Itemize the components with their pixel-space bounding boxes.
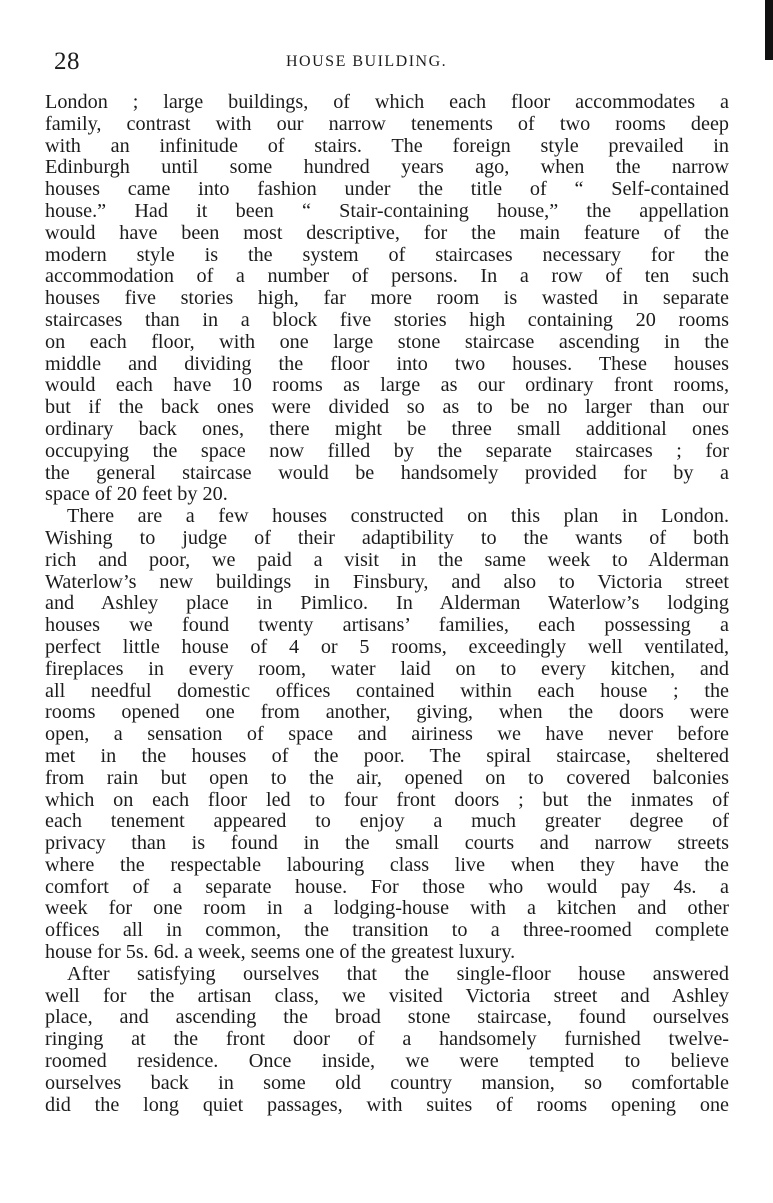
text-line: each tenement appeared to enjoy a much greater degree of xyxy=(45,810,729,833)
text-line: house.” Had it been “ Stair-containing house,” the appellation xyxy=(45,199,729,222)
text-line: week for one room in a lodging-house with a kitchen and other xyxy=(45,897,729,920)
page-edge-rule xyxy=(765,0,773,60)
text-line: houses five stories high, far more room is wasted in separate xyxy=(45,287,729,310)
text-line: well for the artisan class, we visited Victoria street and Ashley xyxy=(45,984,729,1007)
text-line: Waterlow’s new buildings in Finsbury, and also to Victoria street xyxy=(45,570,729,593)
text-line: modern style is the system of staircases necessary for the xyxy=(45,243,729,266)
body-text xyxy=(45,92,729,1116)
text-line: did the long quiet passages, with suites of rooms opening one xyxy=(45,1093,729,1116)
text-line: Edinburgh until some hundred years ago, when the narrow xyxy=(45,156,729,179)
paragraph xyxy=(45,92,729,506)
text-line: would have been most descriptive, for the main feature of the xyxy=(45,221,729,244)
text-line: staircases than in a block five stories high containing 20 rooms xyxy=(45,308,729,331)
text-line: family, contrast with our narrow tenements of two rooms deep xyxy=(45,112,729,135)
text-line: perfect little house of 4 or 5 rooms, exceedingly well ventilated, xyxy=(45,635,729,658)
text-line: all needful domestic offices contained within each house ; the xyxy=(45,679,729,702)
paragraph xyxy=(45,506,729,964)
text-line: ordinary back ones, there might be three small additional ones xyxy=(45,417,729,440)
text-line: After satisfying ourselves that the single-floor house answered xyxy=(67,962,729,985)
text-line: fireplaces in every room, water laid on to every kitchen, and xyxy=(45,657,729,680)
text-line: house for 5s. 6d. a week, seems one of the greatest luxury. xyxy=(45,941,516,964)
text-line: space of 20 feet by 20. xyxy=(45,483,228,506)
text-line: rich and poor, we paid a visit in the same week to Alderman xyxy=(45,548,729,571)
text-line: roomed residence. Once inside, we were tempted to believe xyxy=(45,1050,729,1073)
text-line: open, a sensation of space and airiness we have never before xyxy=(45,723,729,746)
text-line: middle and dividing the floor into two houses. These houses xyxy=(45,352,729,375)
text-line: offices all in common, the transition to a three-roomed complete xyxy=(45,919,729,942)
text-line: houses we found twenty artisans’ families, each possessing a xyxy=(45,614,729,637)
text-line: with an infinitude of stairs. The foreign style prevailed in xyxy=(45,134,729,157)
text-line: London ; large buildings, of which each floor accommodates a xyxy=(45,91,729,113)
paragraph xyxy=(45,964,729,1117)
text-line: from rain but open to the air, opened on to covered balconies xyxy=(45,766,729,789)
running-head: HOUSE BUILDING. xyxy=(286,53,448,70)
text-line: ringing at the front door of a handsomely furnished twelve- xyxy=(45,1028,729,1051)
text-line: would each have 10 rooms as large as our ordinary front rooms, xyxy=(45,374,729,397)
text-line: rooms opened one from another, giving, when the doors were xyxy=(45,701,729,724)
page-number: 28 xyxy=(54,48,80,75)
text-line: met in the houses of the poor. The spiral staircase, sheltered xyxy=(45,744,729,767)
text-line: comfort of a separate house. For those who would pay 4s. a xyxy=(45,875,729,898)
text-line: privacy than is found in the small courts and narrow streets xyxy=(45,832,729,855)
text-line: Wishing to judge of their adaptibility to the wants of both xyxy=(45,526,729,549)
text-line: accommodation of a number of persons. In a row of ten such xyxy=(45,265,729,288)
page-header xyxy=(54,48,729,76)
text-line: the general staircase would be handsomely provided for by a xyxy=(45,461,729,484)
text-line: which on each floor led to four front doors ; but the inmates of xyxy=(45,788,729,811)
text-line: houses came into fashion under the title of “ Self-contained xyxy=(45,178,729,201)
text-line: on each floor, with one large stone staircase ascending in the xyxy=(45,330,729,353)
text-line: occupying the space now filled by the separate staircases ; for xyxy=(45,439,729,462)
text-line: but if the back ones were divided so as to be no larger than our xyxy=(45,396,729,419)
text-line: and Ashley place in Pimlico. In Alderman Waterlow’s lodging xyxy=(45,592,729,615)
text-line: where the respectable labouring class live when they have the xyxy=(45,853,729,876)
text-line: place, and ascending the broad stone staircase, found ourselves xyxy=(45,1006,729,1029)
text-line: ourselves back in some old country mansion, so comfortable xyxy=(45,1071,729,1094)
text-line: There are a few houses constructed on this plan in London. xyxy=(67,505,729,528)
